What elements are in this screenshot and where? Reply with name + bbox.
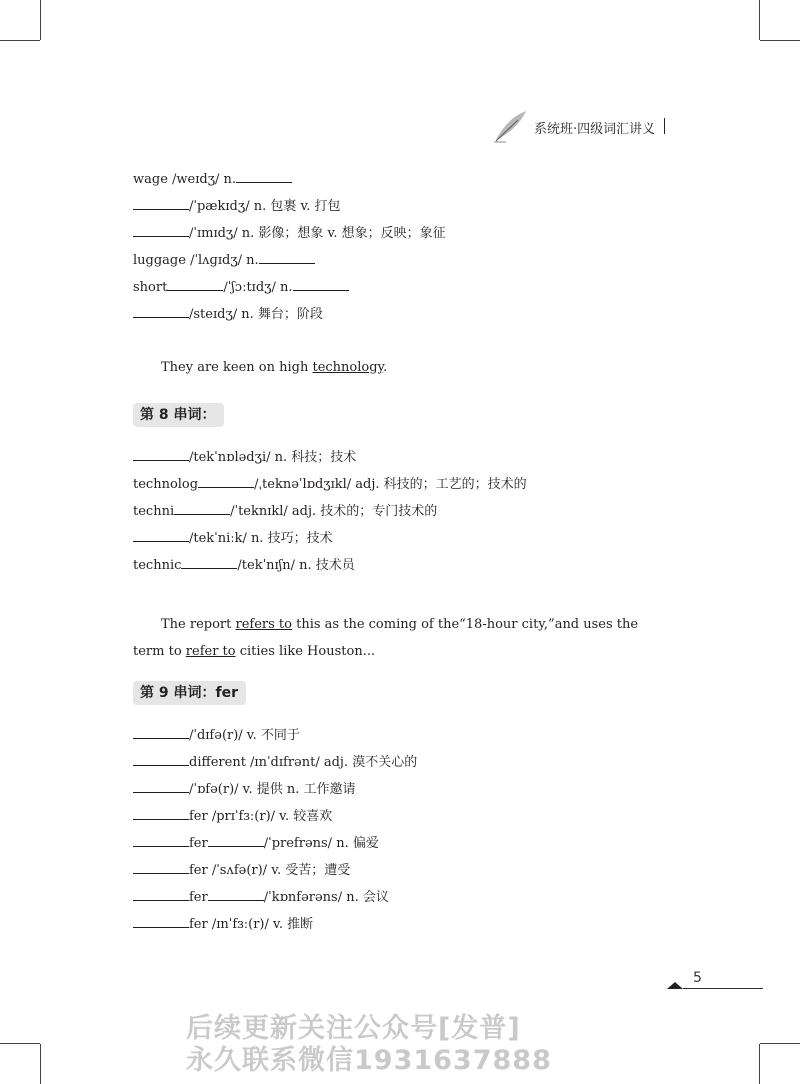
page-number-rule bbox=[683, 988, 763, 989]
word-line bbox=[133, 251, 315, 270]
answer-blank[interactable] bbox=[133, 807, 189, 820]
word-text: /ˈkɒnfərəns/ n. 会议 bbox=[263, 890, 389, 905]
word-line bbox=[133, 861, 350, 880]
answer-blank[interactable] bbox=[236, 170, 292, 183]
section-heading: 第 9 串词：fer bbox=[133, 681, 246, 705]
answer-blank[interactable] bbox=[259, 251, 315, 264]
word-text: /ˈpækɪdʒ/ n. 包裹 v. 打包 bbox=[189, 199, 341, 214]
crop-mark bbox=[760, 1043, 800, 1044]
answer-blank[interactable] bbox=[133, 834, 189, 847]
word-text: fer bbox=[189, 836, 208, 851]
answer-blank[interactable] bbox=[133, 448, 189, 461]
sentence-text: The report bbox=[161, 617, 236, 632]
section-heading: 第 8 串词： bbox=[133, 403, 224, 427]
word-text: /ˈteknɪkl/ adj. 技术的；专门技术的 bbox=[230, 504, 438, 519]
answer-blank[interactable] bbox=[133, 753, 189, 766]
word-text: /ˈɒfə(r)/ v. 提供 n. 工作邀请 bbox=[189, 782, 356, 797]
word-text: technic bbox=[133, 558, 182, 573]
answer-blank[interactable] bbox=[293, 278, 349, 291]
underlined-word: refers to bbox=[235, 617, 292, 632]
word-line bbox=[133, 807, 332, 826]
crop-mark bbox=[40, 1044, 41, 1084]
word-line bbox=[133, 780, 356, 799]
answer-blank[interactable] bbox=[133, 861, 189, 874]
answer-blank[interactable] bbox=[133, 197, 189, 210]
crop-mark bbox=[759, 1044, 760, 1084]
word-text: /tekˈnɒlədʒi/ n. 科技；技术 bbox=[189, 450, 357, 465]
word-line bbox=[133, 224, 446, 243]
word-line bbox=[133, 278, 349, 297]
answer-blank[interactable] bbox=[198, 475, 254, 488]
word-text: /tekˈnɪʃn/ n. 技术员 bbox=[237, 558, 355, 573]
word-text: /ˈprefrəns/ n. 偏爱 bbox=[263, 836, 379, 851]
answer-blank[interactable] bbox=[133, 529, 189, 542]
answer-blank[interactable] bbox=[133, 915, 189, 928]
watermark-line-1: 后续更新关注公众号[发普] bbox=[186, 1013, 521, 1044]
answer-blank[interactable] bbox=[133, 780, 189, 793]
word-line bbox=[133, 502, 437, 521]
underlined-word: refer to bbox=[185, 644, 236, 659]
sentence-text: cities like Houston... bbox=[235, 644, 376, 659]
word-line bbox=[133, 915, 313, 934]
underlined-word: technology bbox=[312, 360, 384, 375]
answer-blank[interactable] bbox=[133, 305, 189, 318]
word-line bbox=[133, 834, 379, 853]
word-text: /steɪdʒ/ n. 舞台；阶段 bbox=[189, 307, 323, 322]
sentence-text: this as the coming of the“18-hour city,”and uses the term to bbox=[133, 617, 639, 659]
word-text: /ˌteknəˈlɒdʒɪkl/ adj. 科技的；工艺的；技术的 bbox=[254, 477, 527, 492]
example-sentence bbox=[133, 611, 665, 665]
page-marker-triangle-icon bbox=[667, 982, 683, 989]
crop-mark bbox=[0, 40, 40, 41]
answer-blank[interactable] bbox=[208, 888, 264, 901]
word-text: technolog bbox=[133, 477, 199, 492]
word-text: /ˈdɪfə(r)/ v. 不同于 bbox=[189, 728, 300, 743]
answer-blank[interactable] bbox=[133, 224, 189, 237]
sentence-text: . bbox=[383, 360, 388, 375]
running-header bbox=[492, 110, 682, 144]
word-text: fer /prɪˈfɜː(r)/ v. 较喜欢 bbox=[189, 809, 333, 824]
answer-blank[interactable] bbox=[133, 726, 189, 739]
word-line bbox=[133, 753, 417, 772]
word-text: fer /ɪnˈfɜː(r)/ v. 推断 bbox=[189, 917, 314, 932]
word-line bbox=[133, 197, 341, 216]
crop-mark bbox=[760, 40, 800, 41]
word-text: different /ɪnˈdɪfrənt/ adj. 漠不关心的 bbox=[189, 755, 418, 770]
answer-blank[interactable] bbox=[174, 502, 230, 515]
sentence-text: They are keen on high bbox=[161, 360, 313, 375]
word-text: /ˈʃɔːtɪdʒ/ n. bbox=[223, 280, 293, 295]
word-text: fer bbox=[189, 890, 208, 905]
word-text: wage /weɪdʒ/ n. bbox=[133, 172, 237, 187]
answer-blank[interactable] bbox=[167, 278, 223, 291]
watermark-line-2: 永久联系微信1931637888 bbox=[186, 1045, 552, 1076]
crop-mark bbox=[759, 0, 760, 40]
word-line bbox=[133, 305, 323, 324]
crop-mark bbox=[0, 1043, 40, 1044]
word-text: short bbox=[133, 280, 168, 295]
word-text: techni bbox=[133, 504, 175, 519]
word-line bbox=[133, 888, 389, 907]
word-text: fer /ˈsʌfə(r)/ v. 受苦；遭受 bbox=[189, 863, 351, 878]
example-sentence bbox=[133, 359, 665, 377]
word-line bbox=[133, 170, 292, 189]
answer-blank[interactable] bbox=[133, 888, 189, 901]
word-text: /ˈɪmɪdʒ/ n. 影像；想象 v. 想象；反映；象征 bbox=[189, 226, 446, 241]
header-divider bbox=[664, 118, 665, 134]
word-text: /tekˈniːk/ n. 技巧；技术 bbox=[189, 531, 333, 546]
word-line bbox=[133, 529, 333, 548]
feather-quill-icon bbox=[492, 110, 528, 144]
header-title: 系统班·四级词汇讲义 bbox=[534, 122, 656, 137]
word-line bbox=[133, 726, 300, 745]
word-line bbox=[133, 448, 356, 467]
crop-mark bbox=[40, 0, 41, 40]
page-number: 5 bbox=[693, 970, 702, 986]
word-line bbox=[133, 556, 355, 575]
answer-blank[interactable] bbox=[208, 834, 264, 847]
answer-blank[interactable] bbox=[181, 556, 237, 569]
word-text: luggage /ˈlʌɡɪdʒ/ n. bbox=[133, 253, 259, 268]
word-line bbox=[133, 475, 527, 494]
